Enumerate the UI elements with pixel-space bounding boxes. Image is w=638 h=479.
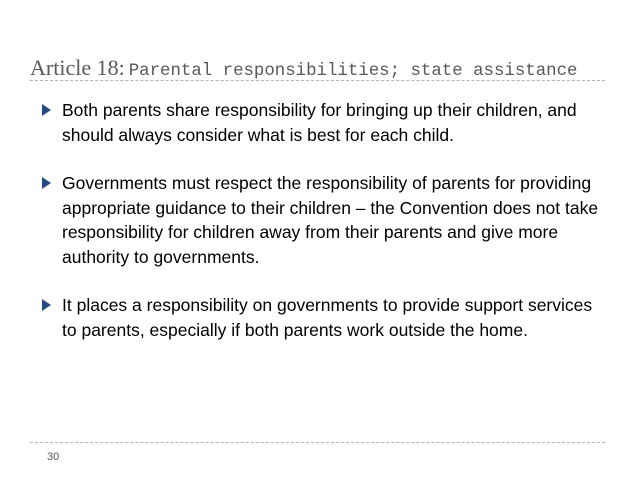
bullet-list xyxy=(40,98,600,342)
bullet-text: It places a responsibility on governments to provide support services to parents, especially if both parents work outside the home. xyxy=(62,295,593,340)
triangle-bullet-icon xyxy=(42,177,51,189)
title-article-number: Article 18: xyxy=(30,55,125,80)
title-subject: Parental responsibilities; state assistance xyxy=(128,62,578,81)
bullet-item xyxy=(40,171,600,269)
bullet-text: Both parents share responsibility for bringing up their children, and should always consider what is best for each child. xyxy=(62,100,577,145)
page-number: 30 xyxy=(47,451,60,463)
bullet-item xyxy=(40,293,600,342)
bullet-text: Governments must respect the responsibility of parents for providing appropriate guidance to their children – the Convention does not take responsibility for children away from their parents and give more authority to governments. xyxy=(62,173,599,267)
triangle-bullet-icon xyxy=(42,299,51,311)
footer-divider xyxy=(30,442,605,443)
bullet-item xyxy=(40,98,600,147)
title-divider xyxy=(30,80,605,81)
triangle-bullet-icon xyxy=(42,104,51,116)
